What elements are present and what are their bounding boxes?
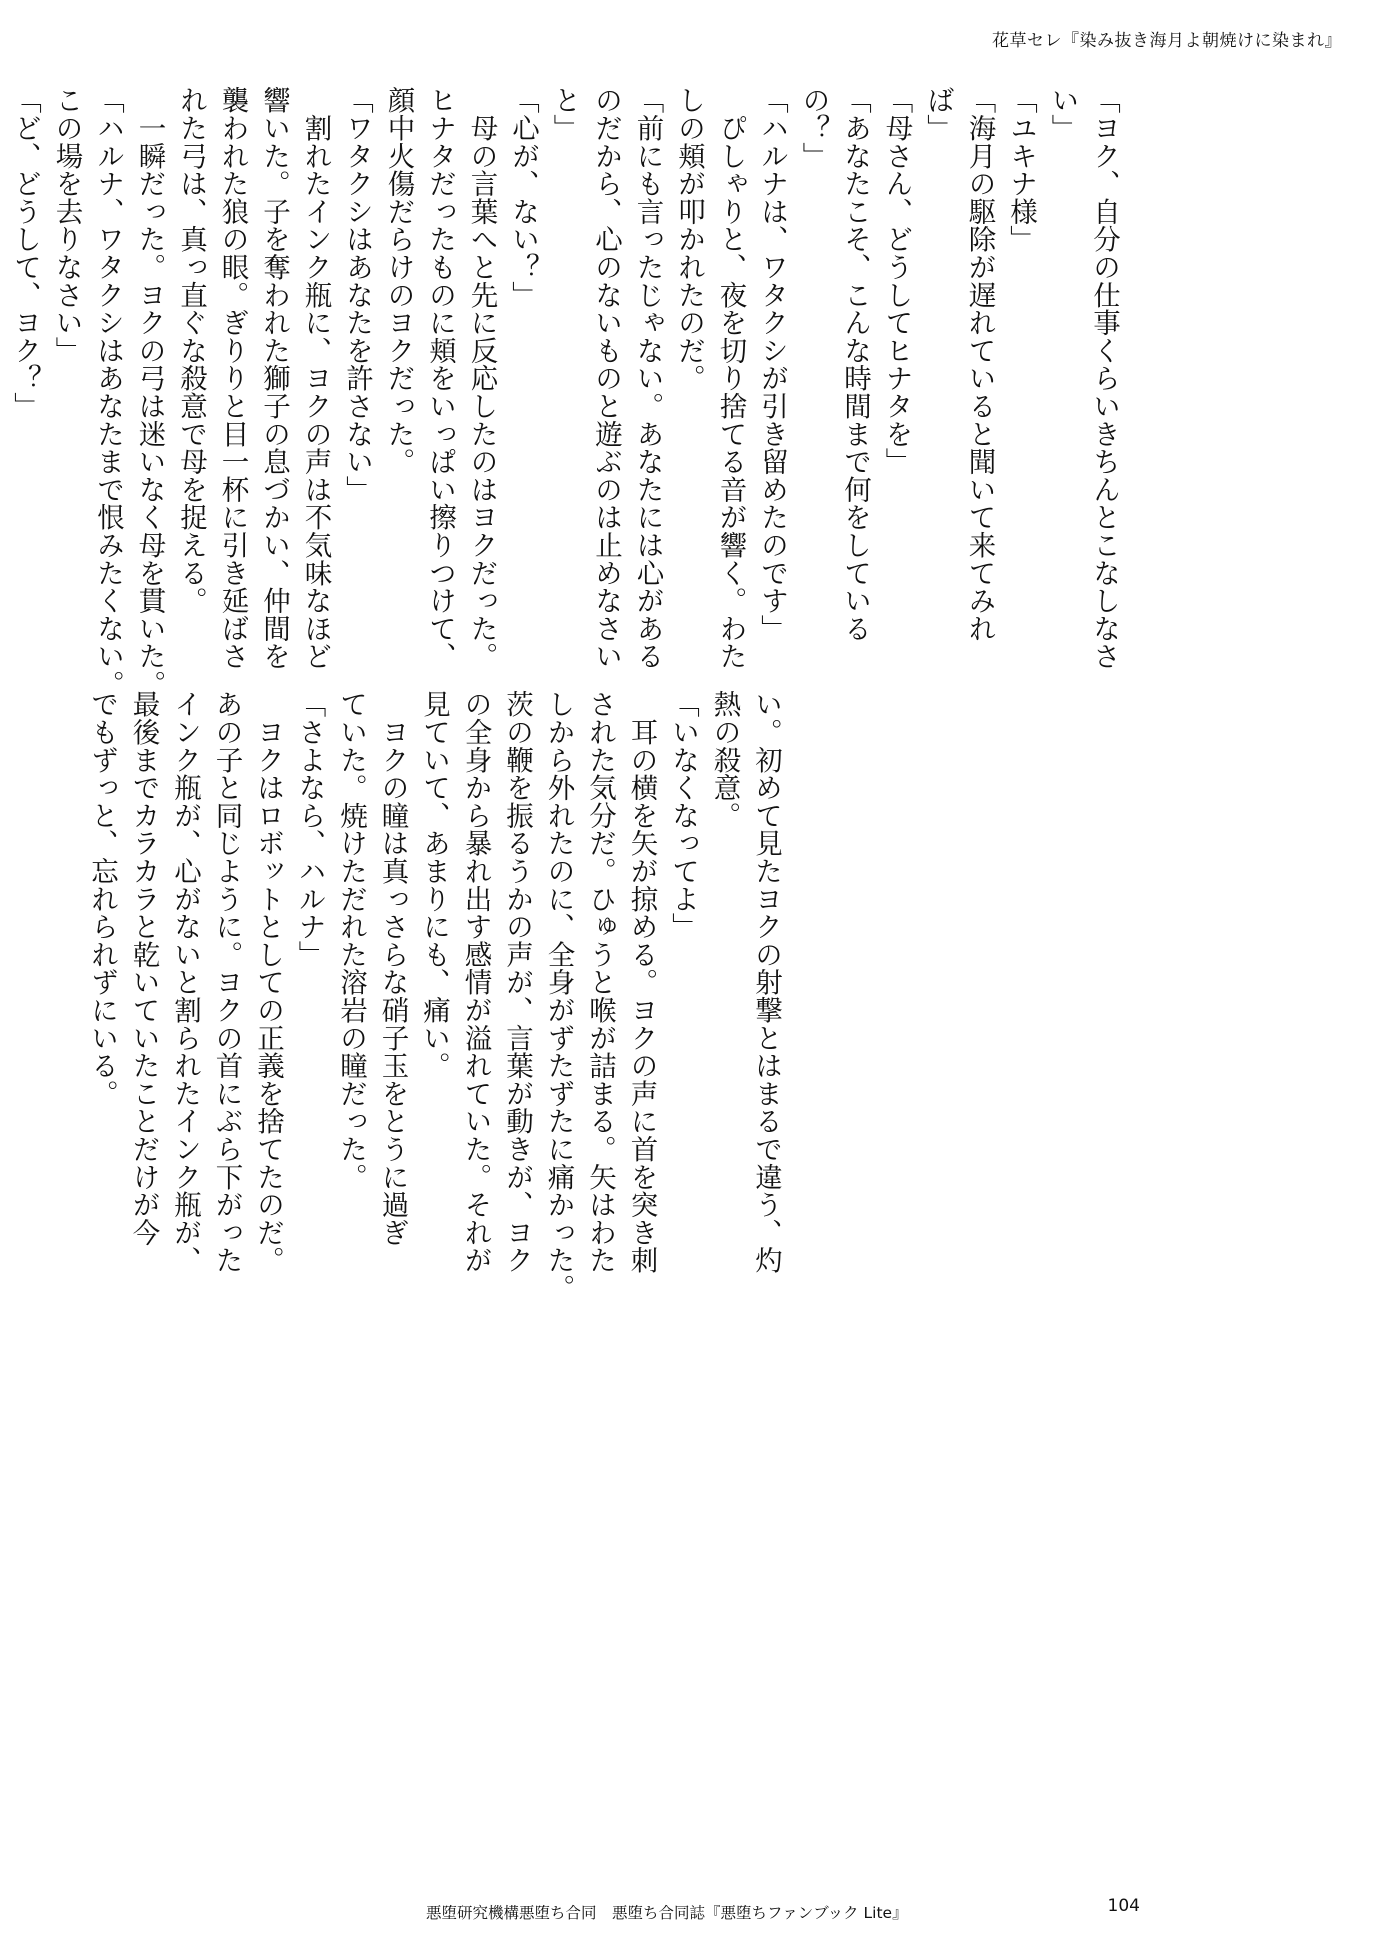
text-line: 耳の横を矢が掠める。ヨクの声に首を突き刺 bbox=[625, 690, 658, 1274]
text-line: の？」 bbox=[797, 86, 830, 170]
text-line: ヒナタだったものに頬をいっぱい擦りつけて、 bbox=[424, 86, 456, 670]
text-line: 「ユキナ様」 bbox=[1005, 86, 1037, 253]
lower-text-block bbox=[81, 690, 787, 1302]
text-line: 顔中火傷だらけのヨクだった。 bbox=[382, 86, 415, 476]
text-line: い」 bbox=[1046, 86, 1079, 142]
text-line bbox=[0, 86, 4, 646]
text-line: 「海月の駆除が遅れていると聞いて来てみれ bbox=[963, 86, 996, 642]
text-line: と」 bbox=[548, 86, 581, 142]
text-line: 「さよなら、ハルナ」 bbox=[293, 690, 326, 968]
text-line: れた弓は、真っ直ぐな殺意で母を捉える。 bbox=[175, 86, 207, 615]
text-line: でもずっと、忘れられずにいる。 bbox=[86, 690, 118, 1107]
text-line: しの頬が叩かれたのだ。 bbox=[673, 86, 705, 392]
text-line: 「いなくなってよ」 bbox=[667, 690, 699, 941]
text-line: い。初めて見たヨクの射撃とはまるで違う、灼 bbox=[750, 690, 782, 1274]
text-line: ていた。焼けただれた溶岩の瞳だった。 bbox=[335, 690, 367, 1191]
text-line: 母の言葉へと先に反応したのはヨクだった。 bbox=[465, 86, 498, 670]
text-line: 「心が、ない？」 bbox=[507, 86, 539, 309]
text-line: 見ていて、あまりにも、痛い。 bbox=[418, 690, 450, 1080]
text-line: 「あなたこそ、こんな時間まで何をしている bbox=[839, 86, 871, 642]
text-line: あの子と同じように。ヨクの首にぶら下がった bbox=[210, 690, 243, 1274]
text-line: 「母さん、どうしてヒナタを」 bbox=[880, 86, 913, 476]
text-line: ヨクの瞳は真っさらな硝子玉をとうに過ぎ bbox=[376, 690, 409, 1246]
upper-text-block bbox=[0, 86, 1124, 698]
text-line: 熱の殺意。 bbox=[708, 690, 741, 829]
text-line: 「ハルナ、ワタクシはあなたまで恨みたくない。 bbox=[92, 86, 124, 698]
text-line: 「ハルナは、ワタクシが引き留めたのです」 bbox=[756, 86, 788, 642]
text-line: しから外れたのに、全身がずたずたに痛かった。 bbox=[542, 690, 575, 1302]
text-line: 茨の鞭を振るうかの声が、言葉が動きが、ヨク bbox=[501, 690, 533, 1274]
footer-publication-text: 悪堕研究機構悪堕ち合同 悪堕ち合同誌『悪堕ちファンブック Lite』 bbox=[426, 1904, 908, 1922]
text-line: 襲われた狼の眼。ぎりりと目一杯に引き延ばさ bbox=[216, 86, 249, 670]
text-line: ヨクはロボットとしての正義を捨てたのだ。 bbox=[252, 690, 284, 1274]
text-line: 一瞬だった。ヨクの弓は迷いなく母を貫いた。 bbox=[133, 86, 166, 698]
page-number: 104 bbox=[1107, 1896, 1140, 1916]
text-line: この場を去りなさい」 bbox=[50, 86, 83, 364]
text-line: 「前にも言ったじゃない。あなたには心がある bbox=[631, 86, 664, 670]
text-line: インク瓶が、心がないと割られたインク瓶が、 bbox=[169, 690, 201, 1274]
text-line: 「ど、どうして、ヨク？」 bbox=[9, 86, 41, 420]
text-line: された気分だ。ひゅうと喉が詰まる。矢はわた bbox=[584, 690, 616, 1274]
text-line: の全身から暴れ出す感情が溢れていた。それが bbox=[459, 690, 492, 1274]
text-line: 「ワタクシはあなたを許さない」 bbox=[341, 86, 373, 503]
text-line: ば」 bbox=[922, 86, 954, 142]
running-header-title: 花草セレ『染み抜き海月よ朝焼けに染まれ』 bbox=[992, 31, 1342, 51]
text-line: 響いた。子を奪われた獅子の息づかい、仲間を bbox=[258, 86, 290, 670]
text-line: 最後までカラカラと乾いていたことだけが今 bbox=[127, 690, 160, 1246]
text-line: 「ヨク、自分の仕事くらいきちんとこなしなさ bbox=[1088, 86, 1120, 670]
text-line: 割れたインク瓶に、ヨクの声は不気味なほど bbox=[299, 86, 332, 670]
text-line: ぴしゃりと、夜を切り捨てる音が響く。わた bbox=[714, 86, 747, 670]
text-line: のだから、心のないものと遊ぶのは止めなさい bbox=[590, 86, 622, 670]
